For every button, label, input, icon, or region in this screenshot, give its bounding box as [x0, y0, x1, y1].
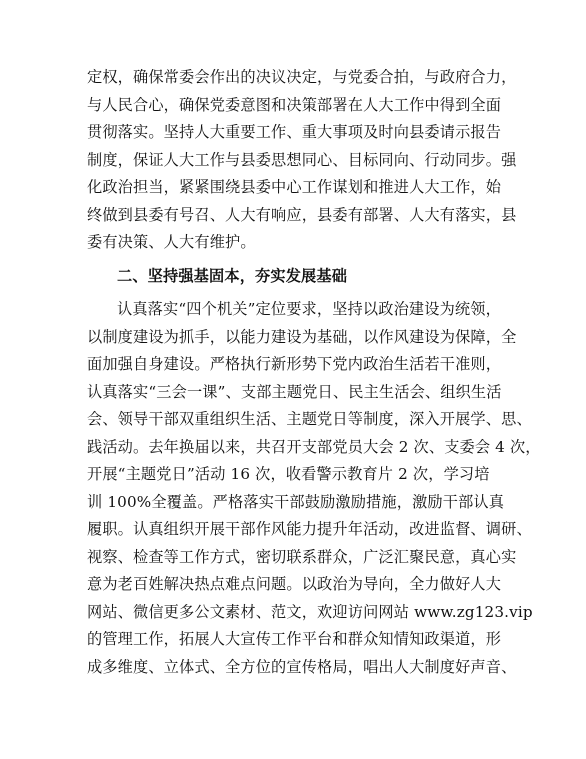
paragraph-2: [87, 296, 541, 681]
section-heading: 二、坚持强基固本，夯实发展基础: [117, 266, 348, 285]
paragraph-line: 践活动。去年换届以来，共召开支部党员大会 2 次、支委会 4 次，: [87, 437, 541, 456]
paragraph-line: 视察、检查等工作方式，密切联系群众，广泛汇聚民意，真心实: [87, 547, 517, 566]
paragraph-line: 定权，确保常委会作出的决议决定，与党委合拍，与政府合力，: [87, 68, 517, 86]
document-body: [87, 64, 541, 681]
paragraph-line: 认真落实“三会一课”、支部主题党日、民主生活会、组织生活: [87, 382, 502, 401]
paragraph-line: 制度，保证人大工作与县委思想同心、目标同向、行动同步。强: [87, 150, 517, 169]
paragraph-line: 会、领导干部双重组织生活、主题党日等制度，深入开展学、思、: [87, 410, 532, 428]
paragraph-line: 认真落实“四个机关”定位要求，坚持以政治建设为统领，: [117, 300, 501, 318]
paragraph-line: 网站、微信更多公文素材、范文，欢迎访问网站 www.zg123.vip: [87, 602, 533, 621]
paragraph-line: 化政治担当，紧紧围绕县委中心工作谋划和推进人大工作，始: [87, 178, 502, 196]
paragraph-line: 与人民合心，确保党委意图和决策部署在人大工作中得到全面: [87, 95, 502, 114]
paragraph-line: 以制度建设为抓手，以能力建设为基础，以作风建设为保障，全: [87, 327, 517, 346]
paragraph-line: 开展“主题党日”活动 16 次，收看警示教育片 2 次，学习培: [87, 465, 490, 483]
paragraph-line: 面加强自身建设。严格执行新形势下党内政治生活若干准则，: [87, 355, 502, 373]
paragraph-line: 终做到县委有号召、人大有响应，县委有部署、人大有落实，县: [87, 205, 517, 224]
paragraph-line: 成多维度、立体式、全方位的宣传格局，唱出人大制度好声音、: [87, 657, 517, 676]
paragraph-line: 训 100%全覆盖。严格落实干部鼓励激励措施，激励干部认真: [87, 492, 505, 511]
paragraph-1: [87, 64, 517, 257]
paragraph-line: 委有决策、人大有维护。: [87, 233, 256, 251]
paragraph-line: 的管理工作，拓展人大宣传工作平台和群众知情知政渠道，形: [87, 630, 502, 648]
paragraph-line: 意为老百姓解决热点难点问题。以政治为导向，全力做好人大: [87, 575, 502, 593]
paragraph-line: 履职。认真组织开展干部作风能力提升年活动，改进监督、调研、: [87, 520, 532, 538]
paragraph-line: 贯彻落实。坚持人大重要工作、重大事项及时向县委请示报告: [87, 123, 502, 141]
